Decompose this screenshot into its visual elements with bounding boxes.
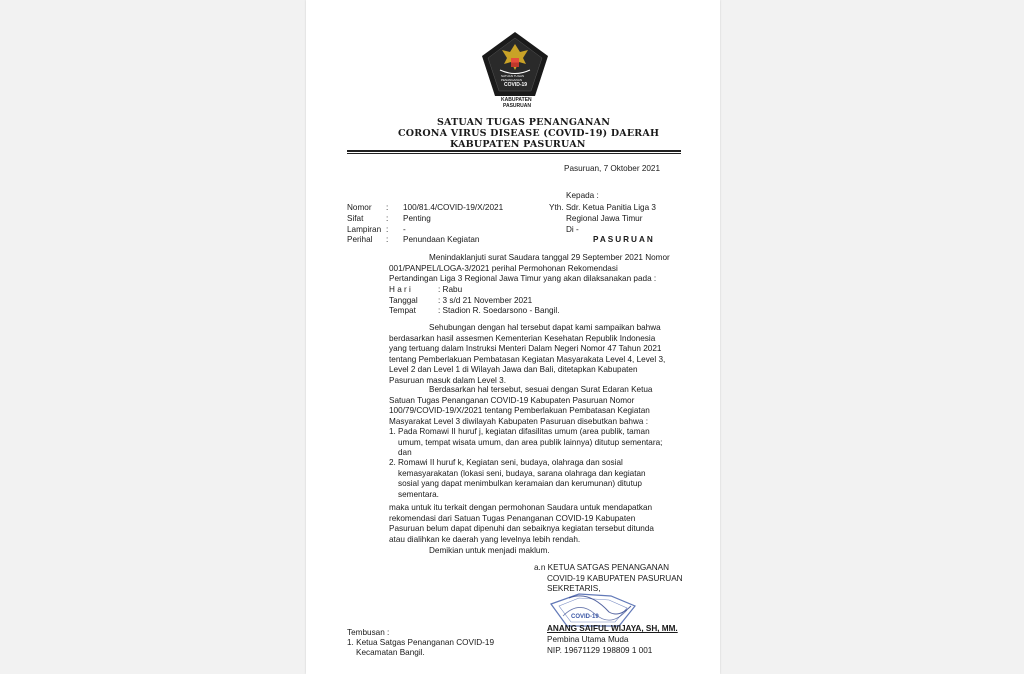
letterhead-rule-thin bbox=[347, 153, 681, 154]
event-value: : Stadion R. Soedarsono - Bangil. bbox=[438, 306, 560, 315]
body-paragraph-2 bbox=[389, 323, 667, 387]
event-label: Tempat bbox=[389, 306, 416, 315]
meta-label: Perihal bbox=[347, 235, 373, 244]
event-value: : 3 s/d 21 November 2021 bbox=[438, 296, 533, 305]
list-line: sementara. bbox=[398, 489, 439, 499]
letterhead-line3: KABUPATEN PASURUAN bbox=[450, 139, 586, 150]
body-paragraph-1 bbox=[389, 253, 670, 285]
paragraph-line: rekomendasi dari Satuan Tugas Penanganan COVID-19 Kabupaten bbox=[389, 513, 636, 523]
paragraph-line: Menindaklanjuti surat Saudara tanggal 29 September 2021 Nomor bbox=[429, 253, 670, 262]
signatory-rank: Pembina Utama Muda bbox=[547, 635, 629, 644]
paragraph-line: berdasarkan hasil assesmen Kementerian Kesehatan Republik Indonesia bbox=[389, 333, 656, 343]
paragraph-line: Pertandingan Liga 3 Regional Jawa Timur yang akan dilaksanakan pada : bbox=[389, 274, 657, 284]
meta-colon: : bbox=[386, 214, 389, 223]
meta-value: Penundaan Kegiatan bbox=[403, 235, 480, 244]
letterhead-rule bbox=[347, 150, 681, 152]
meta-label: Sifat bbox=[347, 214, 364, 223]
paragraph-line: Level 2 dan Level 1 di Wilayah Jawa dan Bali, ditetapkan Kabupaten bbox=[389, 365, 638, 375]
recipient-kepada: Kepada : bbox=[566, 191, 599, 200]
recipient-di: Di - bbox=[566, 225, 579, 234]
list-line: Romawi II huruf k, Kegiatan seni, budaya, olahraga dan sosial bbox=[398, 458, 623, 467]
paragraph-line: tentang Pemberlakuan Pembatasan Kegiatan Masyarakata Level 4, Level 3, bbox=[389, 354, 666, 364]
signature-line3: SEKRETARIS, bbox=[547, 584, 601, 593]
recipient-city: PASURUAN bbox=[593, 235, 655, 244]
paragraph-line: atau dialihkan ke daerah yang levelnya lebih rendah. bbox=[389, 534, 581, 544]
logo-text-2: PENANGANAN bbox=[501, 78, 523, 82]
stamp-text: COVID-19 bbox=[571, 614, 599, 620]
paragraph-line: Sehubungan dengan hal tersebut dapat kami sampaikan bahwa bbox=[429, 323, 661, 332]
logo-text-1: SATUAN TUGAS bbox=[501, 74, 525, 78]
paragraph-line: 001/PANPEL/LOGA-3/2021 perihal Permohonan Rekomendasi bbox=[389, 263, 618, 273]
meta-value: Penting bbox=[403, 214, 431, 223]
logo-caption-2: PASURUAN bbox=[503, 103, 531, 109]
event-label: Tanggal bbox=[389, 296, 418, 305]
closing-line: Demikian untuk menjadi maklum. bbox=[429, 546, 550, 555]
meta-colon: : bbox=[386, 203, 389, 212]
meta-label: Nomor bbox=[347, 203, 372, 212]
cc-item-1b: Kecamatan Bangil. bbox=[356, 648, 425, 657]
list-number: 1. bbox=[389, 427, 396, 436]
signatory-nip: NIP. 19671129 198809 1 001 bbox=[547, 646, 653, 655]
body-paragraph-4 bbox=[389, 503, 667, 545]
pentagon-emblem-icon bbox=[480, 30, 550, 100]
garuda-logo bbox=[480, 30, 550, 100]
letterhead-line2: CORONA VIRUS DISEASE (COVID-19) DAERAH bbox=[398, 128, 660, 139]
signature-line2: COVID-19 KABUPATEN PASURUAN bbox=[547, 574, 683, 583]
recipient-yth: Yth. Sdr. Ketua Panitia Liga 3 bbox=[549, 203, 656, 212]
signature-an: a.n KETUA SATGAS PENANGANAN bbox=[534, 563, 669, 572]
paragraph-line: maka untuk itu terkait dengan permohonan Saudara untuk mendapatkan bbox=[389, 503, 653, 512]
paragraph-line: Pasuruan belum dapat dipenuhi dan sebaiknya kegiatan tersebut ditunda bbox=[389, 524, 654, 534]
meta-colon: : bbox=[386, 235, 389, 244]
paragraph-line: 100/79/COVID-19/X/2021 tentang Pemberlakuan Pembatasan Kegiatan bbox=[389, 406, 650, 416]
list-line: Pada Romawi II huruf j, kegiatan difasilitas umum (area publik, taman bbox=[398, 427, 650, 436]
recipient-region: Regional Jawa Timur bbox=[566, 214, 643, 223]
list-item bbox=[398, 458, 668, 500]
paragraph-line: Pasuruan masuk dalam Level 3. bbox=[389, 375, 506, 385]
paragraph-line: Masyarakat Level 3 diwilayah Kabupaten Pasuruan disebutkan bahwa : bbox=[389, 416, 648, 426]
list-item bbox=[398, 427, 668, 459]
paragraph-line: Berdasarkan hal tersebut, sesuai dengan Surat Edaran Ketua bbox=[429, 385, 653, 394]
meta-colon: : bbox=[386, 225, 389, 234]
list-line: sosial yang dapat menimbulkan keramaian dan kerumunan) ditutup bbox=[398, 479, 642, 489]
meta-label: Lampiran bbox=[347, 225, 382, 234]
cc-title: Tembusan : bbox=[347, 628, 390, 637]
event-label: H a r i bbox=[389, 285, 411, 294]
meta-value: - bbox=[403, 225, 406, 234]
list-number: 2. bbox=[389, 458, 396, 467]
paragraph-line: Satuan Tugas Penanganan COVID-19 Kabupaten Pasuruan Nomor bbox=[389, 395, 635, 405]
event-value: : Rabu bbox=[438, 285, 463, 294]
signatory-name: ANANG SAIFUL WIJAYA, SH, MM. bbox=[547, 624, 678, 633]
logo-caption-1: KABUPATEN bbox=[501, 97, 532, 103]
list-line: umum, tempat wisata umum, dan area publik lainnya) ditutup sementara; bbox=[398, 437, 663, 447]
cc-item-1: 1. Ketua Satgas Penanganan COVID-19 bbox=[347, 638, 495, 647]
logo-text-3: COVID-19 bbox=[504, 82, 528, 88]
letterhead-line1: SATUAN TUGAS PENANGANAN bbox=[437, 117, 611, 128]
meta-value: 100/81.4/COVID-19/X/2021 bbox=[403, 203, 504, 212]
list-line: dan bbox=[398, 448, 412, 458]
list-line: kemasyarakatan (lokasi seni, budaya, sarana olahraga dan kegiatan bbox=[398, 468, 646, 478]
letter-date: Pasuruan, 7 Oktober 2021 bbox=[564, 164, 661, 173]
body-paragraph-3 bbox=[389, 385, 667, 427]
paragraph-line: yang tertuang dalam Instruksi Menteri Dalam Negeri Nomor 47 Tahun 2021 bbox=[389, 344, 662, 354]
